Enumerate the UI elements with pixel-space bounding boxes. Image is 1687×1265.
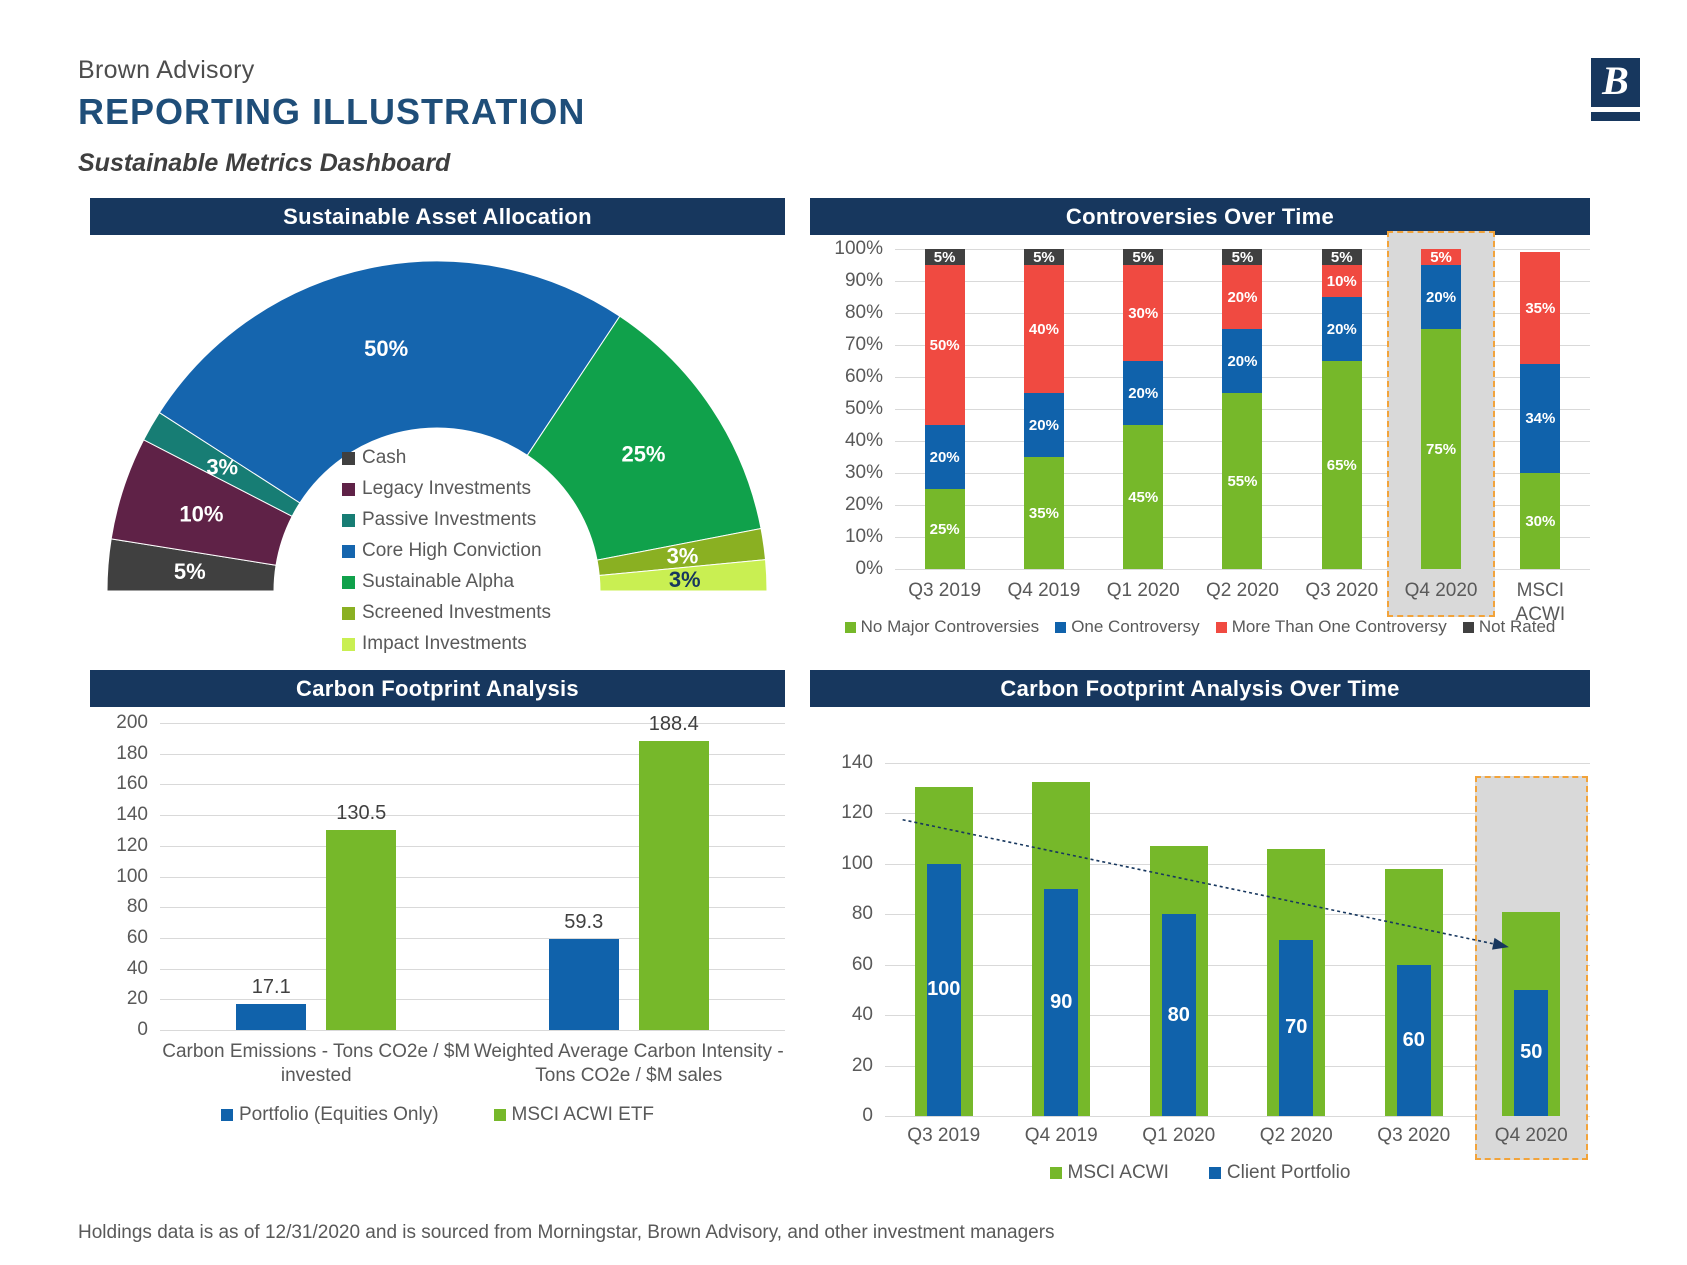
- legend-item: [1216, 617, 1447, 637]
- page-subtitle: Sustainable Metrics Dashboard: [78, 149, 451, 177]
- carbon-bars: [160, 712, 785, 1030]
- y-axis-tick: 40: [126, 957, 148, 979]
- dashboard-grid: [90, 198, 1590, 1184]
- y-axis-tick: 140: [841, 752, 873, 773]
- stacked-bar: [1024, 249, 1064, 569]
- y-axis-tick: 160: [116, 773, 148, 795]
- bar-column-q3-2020: [1355, 763, 1473, 1116]
- bar-segment: 20%: [1024, 393, 1064, 457]
- legend-item: [494, 1104, 655, 1126]
- bar-segment: 20%: [925, 425, 965, 489]
- bar-benchmark: [326, 830, 396, 1030]
- bar-value-label: 60: [1402, 1028, 1425, 1051]
- donut-slice-label: 3%: [666, 543, 699, 569]
- benchmark-bar: [1150, 846, 1208, 1116]
- bar-column-q1-2020: [1094, 249, 1193, 569]
- bar-value-label: 50: [1520, 1041, 1543, 1064]
- legend-marker: [342, 483, 355, 496]
- legend-marker: [342, 607, 355, 620]
- bar-segment: 20%: [1322, 297, 1362, 361]
- y-axis-tick: 100: [116, 865, 148, 887]
- carbon-time-bars: [885, 763, 1590, 1116]
- legend-marker: [1216, 622, 1227, 633]
- y-axis-tick: 70%: [844, 334, 883, 355]
- bar-segment: 10%: [1322, 265, 1362, 297]
- bar-value-label: 17.1: [251, 975, 291, 998]
- bar-column-q4-2019: [994, 249, 1093, 569]
- bar-group: [160, 723, 473, 1030]
- bar-value-label: 80: [1167, 1003, 1190, 1026]
- legend-item: [1050, 1162, 1169, 1184]
- bar-value-label: 59.3: [564, 910, 604, 933]
- carbon-plot-area: [160, 712, 785, 1030]
- bar-portfolio: [236, 1004, 306, 1030]
- benchmark-bar: [1385, 869, 1443, 1116]
- portfolio-bar: [1279, 940, 1313, 1117]
- stacked-bar: [925, 249, 965, 569]
- bar-segment: 20%: [1421, 265, 1461, 329]
- y-axis-tick: 20: [126, 988, 148, 1010]
- bar-column-msci-acwi: [1491, 249, 1590, 569]
- legend-marker: [494, 1109, 506, 1121]
- legend-marker: [1463, 622, 1474, 633]
- x-axis-label: Weighted Average Carbon Intensity - Tons CO2e / $M sales: [473, 1041, 784, 1086]
- x-axis-label: Q3 2019: [907, 1125, 981, 1146]
- legend-label: One Controversy: [1071, 617, 1200, 636]
- x-axis-label: Q4 2019: [1007, 580, 1081, 601]
- bar-segment: 5%: [1222, 249, 1262, 265]
- bar-segment: 65%: [1322, 361, 1362, 569]
- stacked-bar: [1520, 252, 1560, 569]
- bar-value-label: 70: [1285, 1016, 1308, 1039]
- bar-segment: 50%: [925, 265, 965, 425]
- legend-label: Impact Investments: [362, 633, 527, 654]
- controversies-chart-title: Controversies Over Time: [810, 198, 1590, 235]
- donut-slice-label: 5%: [173, 559, 206, 585]
- y-axis-tick: 60: [126, 926, 148, 948]
- report-header: [78, 56, 585, 178]
- x-axis-label: Q2 2020: [1259, 1125, 1333, 1146]
- legend-label: MSCI ACWI: [1067, 1162, 1169, 1183]
- bar-segment: 35%: [1024, 457, 1064, 569]
- y-axis-tick: 40: [851, 1004, 873, 1026]
- bar-column-q4-2020: [1391, 249, 1490, 569]
- bar-column-q3-2019: [895, 249, 994, 569]
- legend-label: MSCI ACWI ETF: [511, 1103, 655, 1125]
- legend-item: [342, 571, 551, 593]
- x-axis-label: Q4 2020: [1404, 580, 1478, 601]
- legend-marker: [342, 638, 355, 651]
- y-axis-tick: 60: [851, 953, 873, 975]
- bar-segment: 30%: [1123, 265, 1163, 361]
- x-axis-label: Q1 2020: [1106, 580, 1180, 601]
- y-axis-tick: 0: [862, 1105, 873, 1126]
- bar-segment: 20%: [1123, 361, 1163, 425]
- legend-label: Core High Conviction: [362, 540, 542, 561]
- bar-segment: 45%: [1123, 425, 1163, 569]
- legend-marker: [1050, 1167, 1062, 1179]
- x-axis-label: Carbon Emissions - Tons CO2e / $M invested: [162, 1041, 471, 1086]
- portfolio-bar: [1044, 889, 1078, 1116]
- donut-slice-label: 50%: [364, 335, 409, 361]
- y-axis-tick: 80: [126, 896, 148, 918]
- legend-marker: [342, 452, 355, 465]
- gridline: [160, 1030, 785, 1031]
- bar-segment: 5%: [1421, 249, 1461, 265]
- x-axis-label: Q4 2020: [1494, 1125, 1568, 1146]
- footnote: Holdings data is as of 12/31/2020 and is sourced from Morningstar, Brown Advisory, and other investment managers: [78, 1222, 1055, 1243]
- portfolio-bar: [1514, 990, 1548, 1116]
- x-axis-label: Q3 2020: [1377, 1125, 1451, 1146]
- bar-segment: 20%: [1222, 265, 1262, 329]
- bar-segment: 55%: [1222, 393, 1262, 569]
- y-axis-tick: 0%: [855, 558, 883, 579]
- bar-segment: 5%: [1123, 249, 1163, 265]
- carbon-time-chart-title: Carbon Footprint Analysis Over Time: [810, 670, 1590, 707]
- bar-segment: 35%: [1520, 252, 1560, 364]
- legend-marker: [845, 622, 856, 633]
- panel-carbon-footprint-over-time: [810, 670, 1590, 1184]
- y-axis-tick: 100: [841, 852, 873, 874]
- bar-column-q3-2020: [1292, 249, 1391, 569]
- panel-carbon-footprint: [90, 670, 785, 1184]
- x-axis-label: Q4 2019: [1024, 1125, 1098, 1146]
- legend-marker: [1055, 622, 1066, 633]
- y-axis-tick: 90%: [844, 270, 883, 291]
- carbon-chart: [90, 707, 785, 1126]
- y-axis-tick: 180: [116, 742, 148, 764]
- carbon-time-chart: [810, 707, 1590, 1184]
- legend-marker: [221, 1109, 233, 1121]
- carbon-time-y-axis: [810, 752, 885, 1126]
- controversies-plot-area: [895, 249, 1590, 569]
- portfolio-bar: [1162, 914, 1196, 1116]
- legend-label: More Than One Controversy: [1231, 617, 1447, 636]
- bar-segment: 20%: [1222, 329, 1262, 393]
- company-name: Brown Advisory: [78, 56, 255, 84]
- portfolio-bar: [927, 864, 961, 1116]
- legend-item: [221, 1104, 439, 1126]
- bar-segment: 30%: [1520, 473, 1560, 569]
- y-axis-tick: 80: [851, 903, 873, 925]
- bar-column-q1-2020: [1120, 763, 1238, 1116]
- controversies-bars: [895, 249, 1590, 569]
- bar-segment: 75%: [1421, 329, 1461, 569]
- legend-marker: [342, 514, 355, 527]
- bar-segment: 25%: [925, 489, 965, 569]
- legend-marker: [1209, 1167, 1221, 1179]
- controversies-legend: [810, 617, 1590, 637]
- legend-item: [1055, 617, 1200, 637]
- legend-marker: [342, 576, 355, 589]
- benchmark-bar: [915, 787, 973, 1116]
- bar-portfolio: [549, 939, 619, 1030]
- stacked-bar: [1123, 249, 1163, 569]
- carbon-y-axis: [90, 712, 160, 1040]
- bar-column-q3-2019: [885, 763, 1003, 1116]
- bar-value-label: 90: [1050, 991, 1073, 1014]
- benchmark-bar: [1502, 912, 1560, 1116]
- legend-label: No Major Controversies: [860, 617, 1040, 636]
- y-axis-tick: 0: [137, 1019, 148, 1040]
- bar-column-q2-2020: [1193, 249, 1292, 569]
- legend-item: [845, 617, 1040, 637]
- donut-slice-label: 3%: [668, 566, 701, 592]
- legend-item: [342, 478, 551, 500]
- bar-wrapper: [236, 975, 306, 1030]
- bar-segment: 40%: [1024, 265, 1064, 393]
- bar-segment: 5%: [1322, 249, 1362, 265]
- donut-slice-label: 25%: [621, 441, 666, 467]
- legend-label: Screened Investments: [362, 602, 552, 623]
- y-axis-tick: 120: [116, 834, 148, 856]
- legend-label: Passive Investments: [362, 509, 537, 530]
- y-axis-tick: 200: [116, 712, 148, 733]
- y-axis-tick: 140: [116, 804, 148, 826]
- y-axis-tick: 40%: [844, 430, 883, 451]
- allocation-chart-title: Sustainable Asset Allocation: [90, 198, 785, 235]
- y-axis-tick: 50%: [844, 398, 883, 419]
- x-axis-label: MSCI ACWI: [1515, 580, 1566, 625]
- portfolio-bar: [1397, 965, 1431, 1116]
- benchmark-bar: [1032, 782, 1090, 1116]
- controversies-x-axis: [895, 579, 1590, 625]
- bar-wrapper: [639, 712, 709, 1030]
- page-title: REPORTING ILLUSTRATION: [78, 91, 586, 132]
- carbon-time-plot-area: [885, 763, 1590, 1116]
- legend-item: [1209, 1162, 1351, 1184]
- legend-item: [342, 447, 551, 469]
- carbon-x-axis: [160, 1040, 785, 1088]
- legend-label: Portfolio (Equities Only): [238, 1103, 439, 1125]
- legend-item: [342, 602, 551, 624]
- stacked-bar: [1322, 249, 1362, 569]
- x-axis-label: Q1 2020: [1142, 1125, 1216, 1146]
- legend-item: [342, 540, 551, 562]
- legend-label: Cash: [362, 447, 407, 468]
- brand-logo-bar: [1591, 112, 1640, 121]
- bar-segment: 5%: [1024, 249, 1064, 265]
- brand-logo: [1591, 58, 1640, 121]
- y-axis-tick: 30%: [844, 462, 883, 483]
- y-axis-tick: 10%: [844, 526, 883, 547]
- y-axis-tick: 80%: [844, 302, 883, 323]
- bar-benchmark: [639, 741, 709, 1030]
- legend-label: Sustainable Alpha: [362, 571, 515, 592]
- x-axis-label: Q3 2019: [908, 580, 982, 601]
- legend-label: Not Rated: [1478, 617, 1556, 636]
- bar-wrapper: [326, 801, 396, 1030]
- x-axis-label: Q2 2020: [1206, 580, 1279, 601]
- y-axis-tick: 120: [841, 802, 873, 824]
- bar-group: [473, 712, 786, 1030]
- controversies-y-axis: [810, 238, 895, 579]
- donut-slice-label: 3%: [206, 454, 239, 480]
- bar-column-q4-2019: [1003, 763, 1121, 1116]
- benchmark-bar: [1267, 849, 1325, 1116]
- legend-label: Client Portfolio: [1226, 1162, 1351, 1183]
- bar-column-q2-2020: [1238, 763, 1356, 1116]
- carbon-legend: [90, 1104, 785, 1126]
- donut-slice-label: 10%: [179, 501, 224, 527]
- bar-column-q4-2020: [1473, 763, 1591, 1116]
- legend-item: [342, 633, 551, 655]
- legend-marker: [342, 545, 355, 558]
- bar-value-label: 130.5: [336, 801, 387, 824]
- carbon-chart-title: Carbon Footprint Analysis: [90, 670, 785, 707]
- y-axis-tick: 20: [851, 1054, 873, 1076]
- stacked-bar: [1222, 249, 1262, 569]
- controversies-chart: [810, 235, 1590, 637]
- carbon-time-legend: [810, 1162, 1590, 1184]
- panel-sustainable-asset-allocation: [90, 198, 785, 654]
- y-axis-tick: 60%: [844, 366, 883, 387]
- bar-value-label: 100: [927, 978, 961, 1001]
- carbon-time-x-axis: [885, 1124, 1590, 1150]
- allocation-chart: [90, 235, 785, 654]
- bar-segment: 5%: [925, 249, 965, 265]
- y-axis-tick: 100%: [834, 238, 883, 259]
- panel-controversies-over-time: [810, 198, 1590, 637]
- allocation-legend: [342, 447, 551, 664]
- bar-value-label: 188.4: [648, 712, 699, 735]
- bar-segment: 34%: [1520, 364, 1560, 473]
- bar-wrapper: [549, 910, 619, 1030]
- legend-label: Legacy Investments: [362, 478, 531, 499]
- stacked-bar: [1421, 249, 1461, 569]
- y-axis-tick: 20%: [844, 494, 883, 515]
- x-axis-label: Q3 2020: [1305, 580, 1379, 601]
- legend-item: [342, 509, 551, 531]
- brand-logo-letter: B: [1591, 58, 1640, 107]
